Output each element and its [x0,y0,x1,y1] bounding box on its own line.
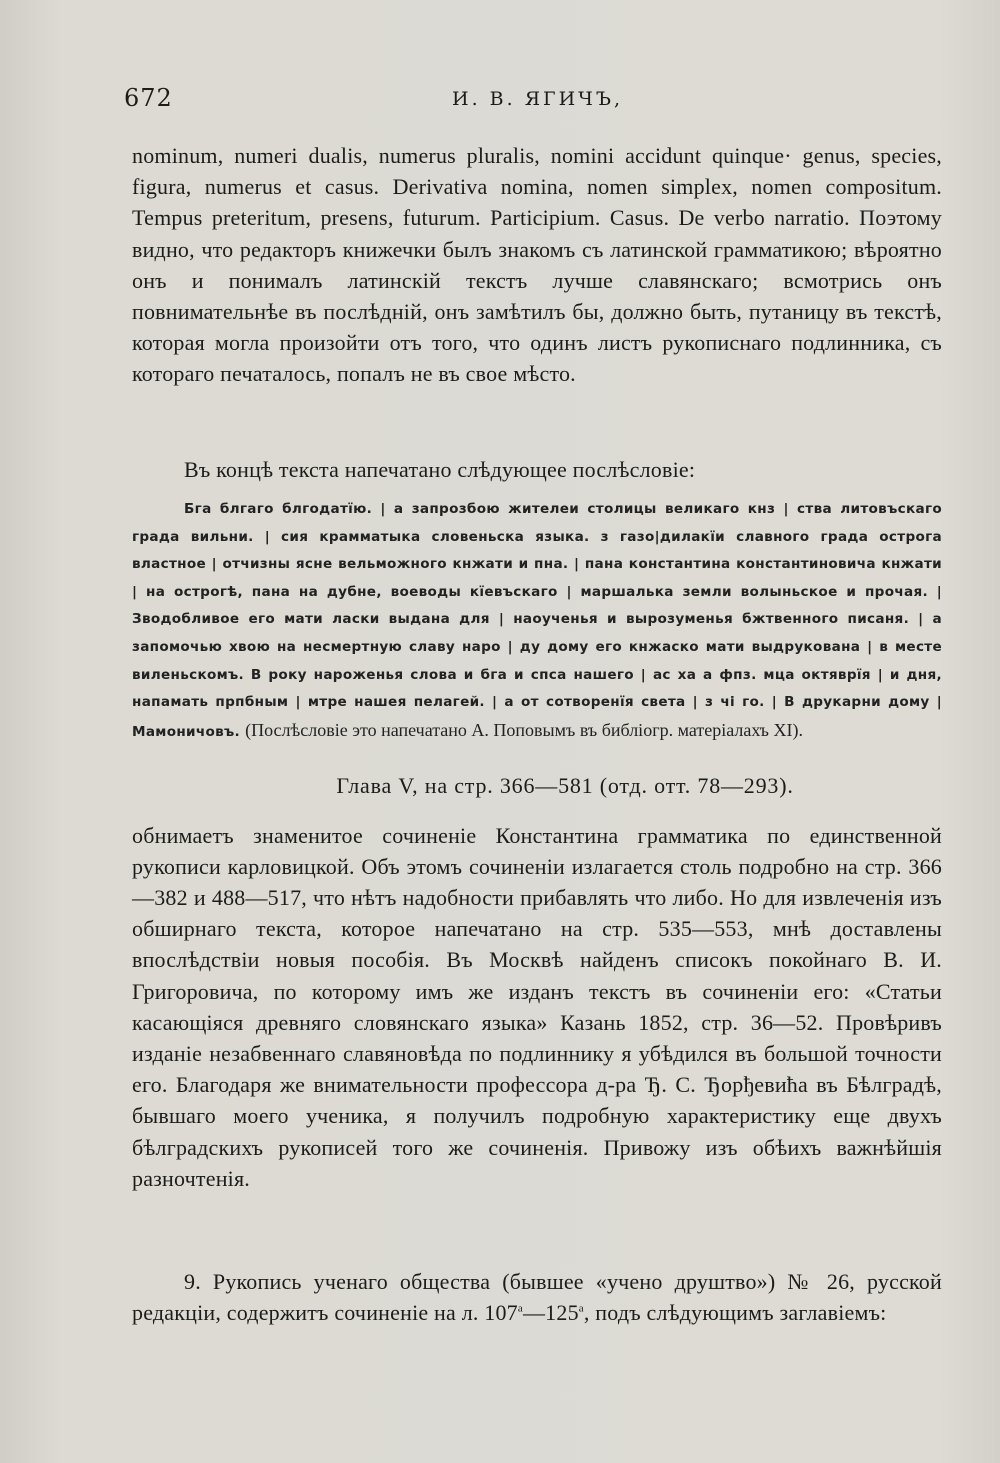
chapter-heading: Глава V, на стр. 366—581 (отд. отт. 78—293). [336,773,794,799]
superscript: а [517,1302,523,1315]
page-body [132,140,942,1328]
page-header [124,84,824,120]
slavonic-colophon [132,496,942,746]
paragraph-text: —125 [522,1299,579,1325]
colophon-note: (Послѣсловіе это напечатано А. Поповымъ въ библіогр. матеріалахъ XI). [245,719,803,740]
paragraph [132,1266,942,1328]
paragraph-text: 9. Рукопись ученаго общества (бывшее «учено друштво») № 26, русской редакціи, содержитъ сочиненіе на л. 107 [132,1268,942,1325]
running-head: И. В. ЯГИЧЪ, [452,88,624,110]
superscript: а [578,1302,584,1315]
paragraph: nominum, numeri dualis, numerus pluralis, nomini accidunt quinque· genus, species, figura, numerus et casus. Derivativa nomina, nomen simplex, nomen compositum. Tempus preteritum, presens, futurum. Participium. Casus. De verbo narratio. Поэтому видно, что редакторъ книжечки былъ знакомъ съ латинской грамматикою; вѣроятно онъ и понималъ латинскій текстъ лучше славянскаго; всмотрись онъ повнимательнѣе въ послѣдній, онъ замѣтилъ бы, должно быть, путаницу въ текстѣ, которая могла произойти отъ того, что одинъ листъ рукописнаго подлинника, съ котораго печаталось, попалъ не въ свое мѣсто. [132,143,942,387]
page-number: 672 [124,84,173,112]
paragraph: обнимаетъ знаменитое сочиненіе Константина грамматика по единственной рукописи карловицкой. Объ этомъ сочиненіи излагается столь подробно на стр. 366—382 и 488—517, что нѣтъ надобности прибавлять что либо. Но для извлеченія изъ обширнаго текста, которое напечатано на стр. 535—553, мнѣ доставлены впослѣдствіи новыя пособія. Въ Москвѣ найденъ списокъ покойнаго В. И. Григоровича, по которому имъ же изданъ текстъ въ сочиненіи его: «Статьи касающіяся древняго словянскаго языка» Казань 1852, стр. 36—52. Провѣривъ изданіе незабвеннаго славяновѣда по подлиннику я убѣдился въ большой точности его. Благодаря же внимательности профессора д-ра Ђ. С. Ђорђевића въ Бѣлградѣ, бывшаго моего ученика, я получилъ подробную характеристику еще двухъ бѣлградскихъ рукописей того же сочиненія. Привожу изъ обѣихъ важнѣйшія разночтенія. [132,822,942,1191]
colophon-text: Бга блгаго блгодатїю. | а запрозбою жителеи столицы великаго кнз | ства литовъскаго града вильни. | сия крамматыка словеньска языка. з газо|дилакїи славного града острога властное | отчизны ясне вельможного кнжати и пна. | пана константина константиновича кнжати | на острогѣ, пана на дубне, воеводы кїевъскаго | маршалька земли волыньское и прочая. | Зводобливое его мати ласки выдана для | наоученья и вырозуменья бжтвенного писаня. | а запомочью хвою на несмертную славу наро | ду дому его кнжаско мати выдрукована | в месте виленьскомъ. В року нароженья слова и бга и спса нашего | ас ха а фпз. мца октяврїя | и дня, напамать прпбным | мтре нашея пелагей. | а от сотворенїя света | з чi го. | В друкарни дому | Мамоничовъ. [132,501,942,740]
paragraph-text: , подъ слѣдующимъ заглавіемъ: [583,1299,887,1325]
paragraph: Въ концѣ текста напечатано слѣдующее послѣсловіе: [184,457,696,482]
